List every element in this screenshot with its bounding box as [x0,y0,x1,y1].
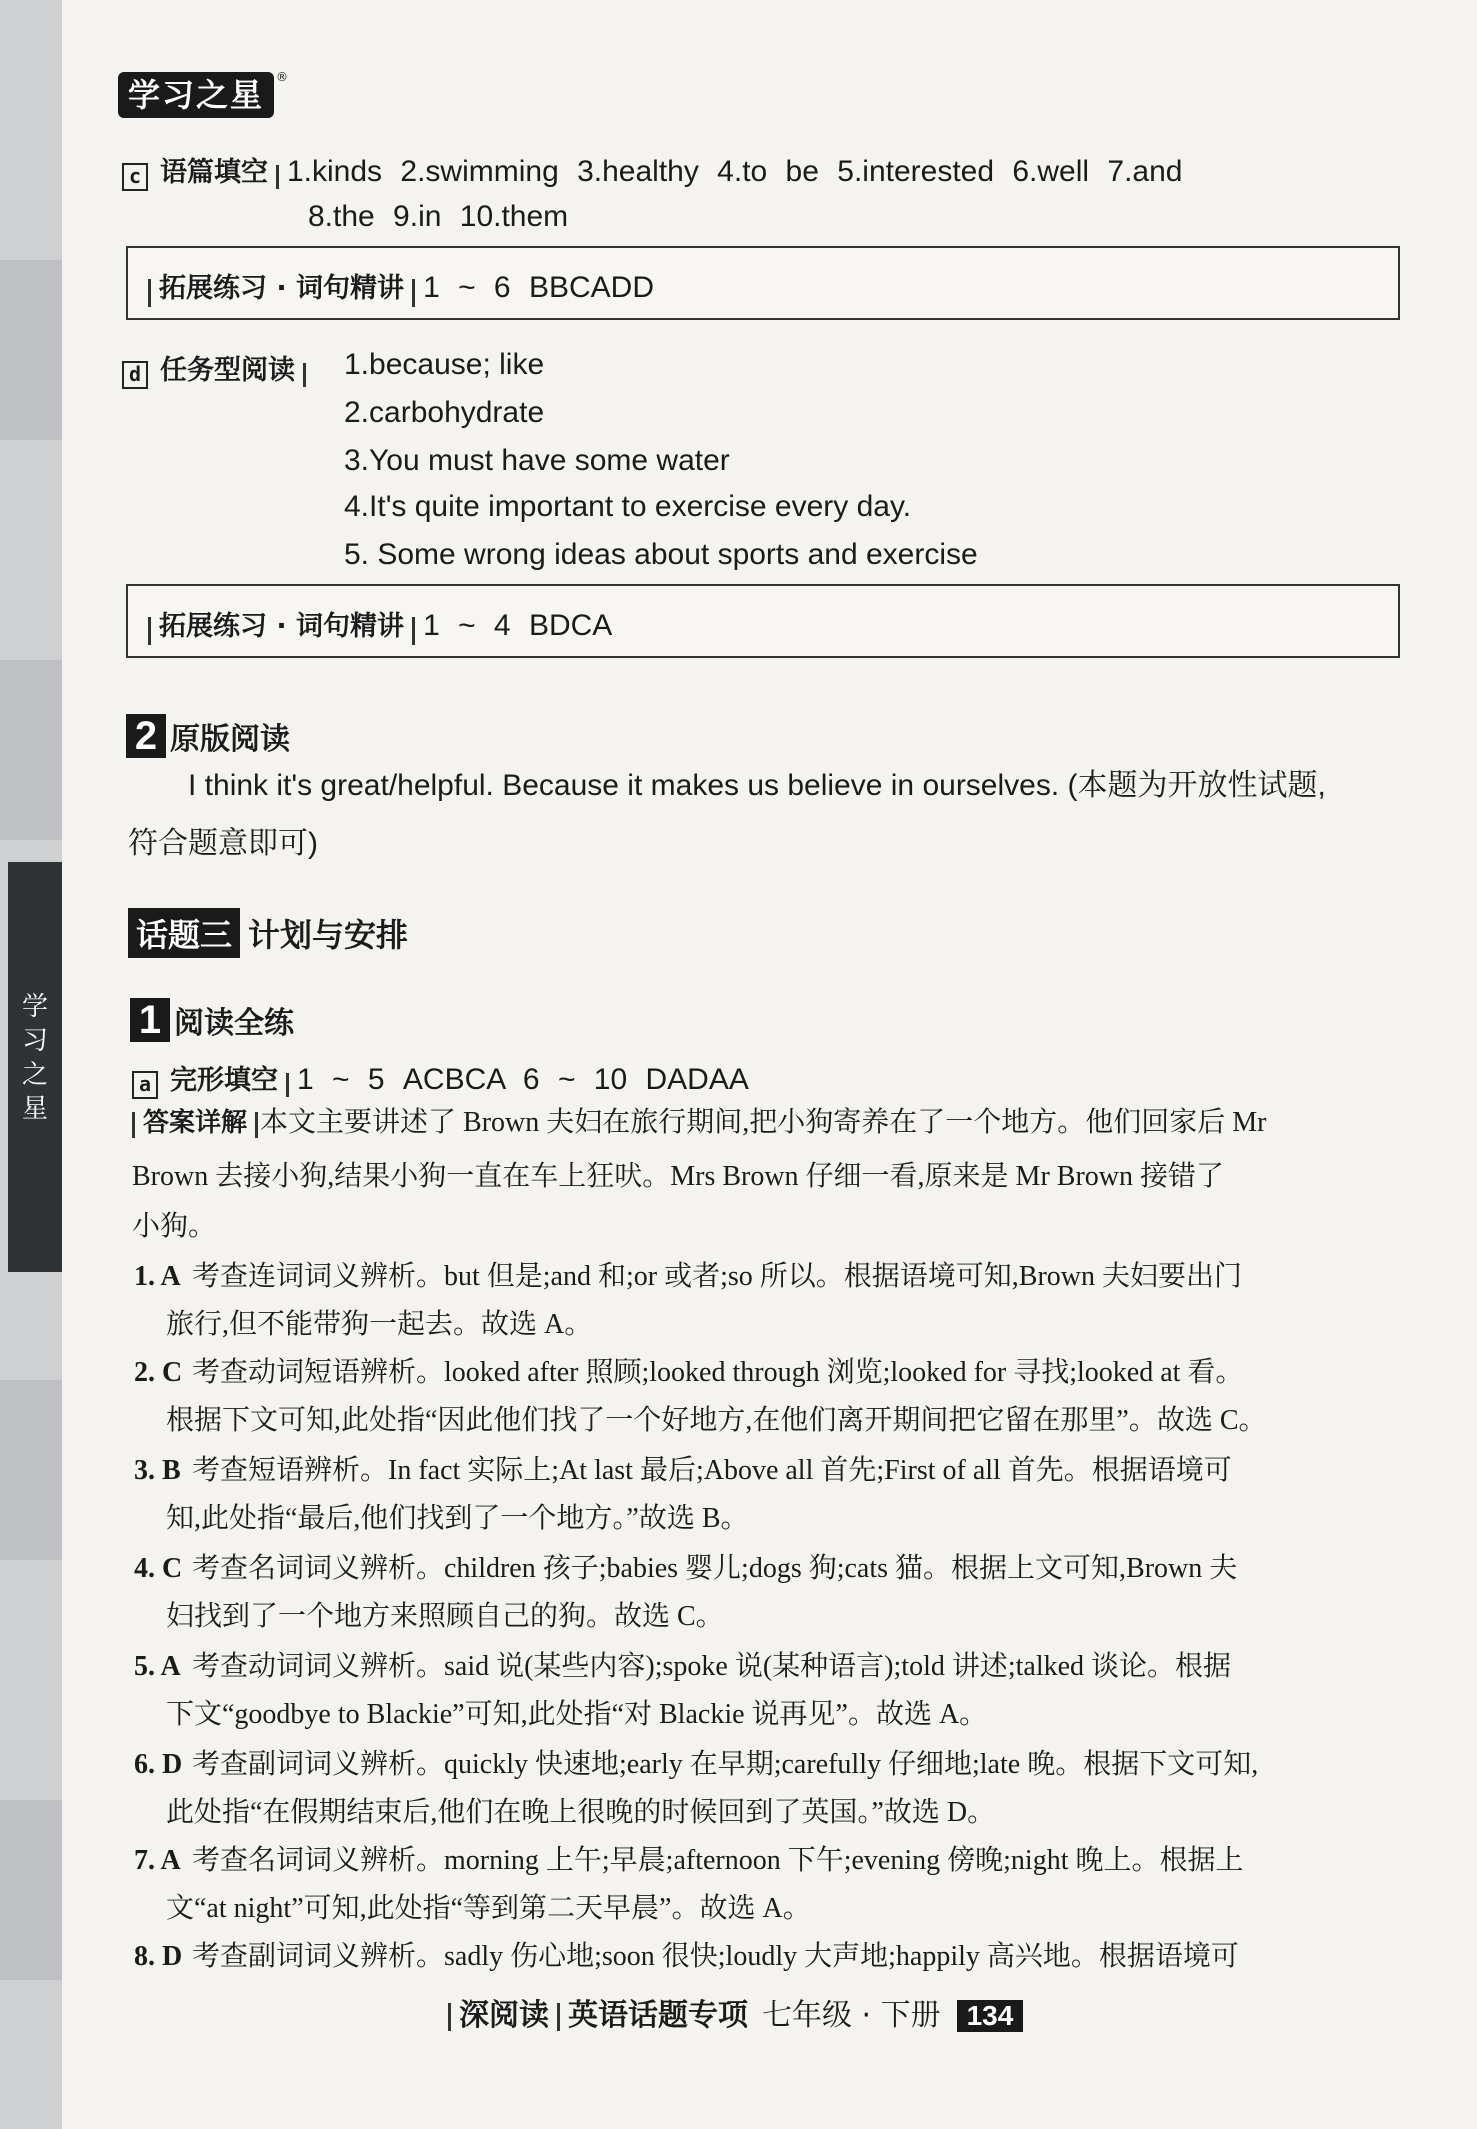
divider [148,617,151,645]
divider [276,165,279,189]
page-footer [440,1990,1023,2034]
explanation-3-line-1 [134,1448,1232,1488]
explanation-2-number: 2. C [134,1357,183,1388]
section-a-answer: 1 ~ 5 ACBCA 6 ~ 10 DADAA [297,1063,749,1096]
explanation-6-number: 6. D [134,1749,183,1780]
topic-3-heading [128,908,408,958]
explanation-7-line-2: 文“at night”可知,此处指“等到第二天早晨”。故选 A。 [166,1893,811,1924]
section-c-answers-1: 1.kinds 2.swimming 3.healthy 4.to be 5.interested 6.well 7.and [287,155,1183,188]
extension-box-2 [126,584,1400,658]
section-c-tag: c [122,163,148,191]
section-d-tag: d [122,361,148,389]
section-d-label: 任务型阅读 [160,355,295,386]
answer-detail-text-1: 本文主要讲述了 Brown 夫妇在旅行期间,把小狗寄养在了一个地方。他们回家后 Mr [260,1107,1267,1138]
answer-detail-line-1 [132,1098,1266,1148]
topic-3-title: 计划与安排 [248,916,409,954]
section-2-title: 原版阅读 [170,722,290,757]
section-d-answer-2: 2.carbohydrate [344,396,545,429]
side-stripe [0,260,62,440]
explanation-5-number: 5. A [134,1651,181,1682]
explanation-7-number: 7. A [134,1845,181,1876]
section-1-heading [130,998,294,1042]
explanation-1-line-1 [134,1254,1242,1294]
section-2-text-2: 符合题意即可) [128,827,318,860]
explanation-5-line-2: 下文“goodbye to Blackie”可知,此处指“对 Blackie 说再见”。故选 A。 [166,1699,988,1730]
extension-label-2: 拓展练习 · 词句精讲 [159,611,405,642]
page-number: 134 [957,2000,1024,2032]
answer-detail-text-3: 小狗。 [132,1211,217,1242]
explanation-4-text: 考查名词词义辨析。children 孩子;babies 婴儿;dogs 狗;cats 猫。根据上文可知,Brown 夫 [192,1553,1238,1584]
side-stripe [0,660,62,840]
explanation-4-line-1 [134,1546,1237,1586]
section-c-label: 语篇填空 [160,157,268,188]
explanation-1-line-2: 旅行,但不能带狗一起去。故选 A。 [166,1309,593,1340]
side-strip [0,0,62,2129]
divider [255,1112,258,1138]
extension-answer-2: 1 ~ 4 BDCA [423,609,613,642]
footer-brand: 深阅读 [459,1998,549,2033]
section-2-heading [126,714,290,758]
explanation-3-text: 考查短语辨析。In fact 实际上;At last 最后;Above all 首先;First of all 首先。根据语境可 [192,1455,1232,1486]
divider [148,279,151,307]
explanation-1-number: 1. A [134,1261,181,1292]
section-a-label: 完形填空 [170,1065,278,1096]
brand-logo: 学习之星 [118,72,274,118]
side-stripe [0,1800,62,1980]
explanation-8-number: 8. D [134,1941,183,1972]
divider [303,363,306,387]
explanation-8-line-1 [134,1934,1239,1974]
explanation-5-text: 考查动词词义辨析。said 说(某些内容);spoke 说(某种语言);told 讲述;talked 谈论。根据 [192,1651,1232,1682]
explanation-5-line-1 [134,1644,1231,1684]
section-1-number: 1 [130,998,170,1042]
section-d-answer-4: 4.It's quite important to exercise every day. [344,490,912,523]
explanation-6-line-1 [134,1742,1258,1782]
explanation-2-line-2: 根据下文可知,此处指“因此他们找了一个好地方,在他们离开期间把它留在那里”。故选 C。 [166,1405,1267,1436]
divider [412,617,415,645]
topic-3-badge: 话题三 [128,908,240,958]
divider [132,1112,135,1138]
divider [286,1073,289,1097]
section-2-text-1: I think it's great/helpful. Because it makes us believe in ourselves. (本题为开放性试题, [188,769,1326,802]
explanation-7-line-1 [134,1838,1243,1878]
side-tab-label: 学习之星 [21,992,48,1124]
section-c-row1 [122,150,1182,191]
section-1-title: 阅读全练 [174,1006,294,1041]
section-a-tag: a [132,1071,158,1099]
extension-answer-1: 1 ~ 6 BBCADD [423,271,654,304]
divider [412,279,415,307]
section-d-header [122,348,314,389]
explanation-2-text: 考查动词短语辨析。looked after 照顾;looked through 浏览;looked for 寻找;looked at 看。 [192,1357,1244,1388]
registered-mark: ® [276,70,288,84]
section-2-number: 2 [126,714,166,758]
divider [557,2003,560,2031]
answer-detail-text-2: Brown 去接小狗,结果小狗一直在车上狂吠。Mrs Brown 仔细一看,原来是 Mr Brown 接错了 [132,1161,1225,1192]
extension-box-1 [126,246,1400,320]
explanation-3-number: 3. B [134,1455,181,1486]
footer-grade: 七年级 · 下册 [762,1998,941,2033]
footer-series: 英语话题专项 [568,1998,748,2033]
explanation-7-text: 考查名词词义辨析。morning 上午;早晨;afternoon 下午;evening 傍晚;night 晚上。根据上 [192,1845,1244,1876]
section-d-answer-1: 1.because; like [344,348,545,381]
explanation-6-text: 考查副词词义辨析。quickly 快速地;early 在早期;carefully 仔细地;late 晚。根据下文可知, [192,1749,1259,1780]
explanation-4-line-2: 妇找到了一个地方来照顾自己的狗。故选 C。 [166,1601,724,1632]
side-stripe [0,1380,62,1560]
extension-label-1: 拓展练习 · 词句精讲 [159,273,405,304]
section-c-answers-2: 8.the 9.in 10.them [308,200,569,233]
section-d-answer-3: 3.You must have some water [344,444,730,477]
explanation-1-text: 考查连词词义辨析。but 但是;and 和;or 或者;so 所以。根据语境可知,Brown 夫妇要出门 [192,1261,1242,1292]
section-d-answer-5: 5. Some wrong ideas about sports and exercise [344,538,978,571]
section-a-row [132,1058,749,1099]
divider [448,2003,451,2031]
explanation-8-text: 考查副词词义辨析。sadly 伤心地;soon 很快;loudly 大声地;happily 高兴地。根据语境可 [192,1941,1239,1972]
explanation-6-line-2: 此处指“在假期结束后,他们在晚上很晚的时候回到了英国。”故选 D。 [166,1797,996,1828]
explanation-3-line-2: 知,此处指“最后,他们找到了一个地方。”故选 B。 [166,1503,749,1534]
explanation-2-line-1 [134,1350,1243,1390]
explanation-4-number: 4. C [134,1553,183,1584]
answer-detail-label: 答案详解 [143,1108,248,1138]
